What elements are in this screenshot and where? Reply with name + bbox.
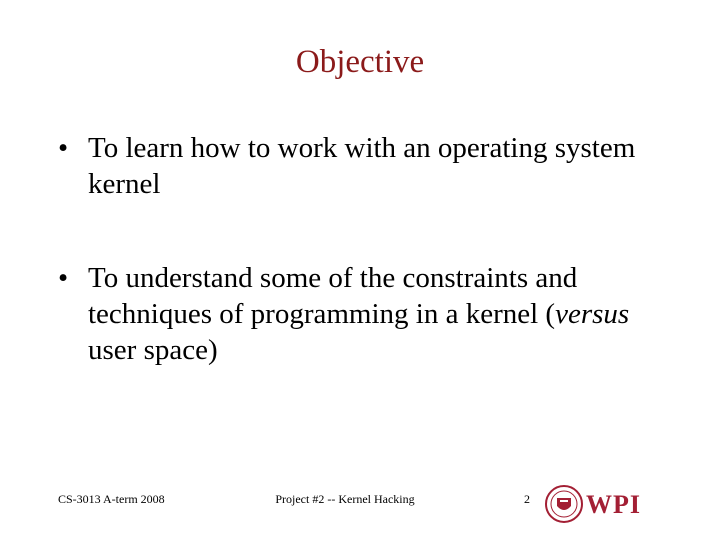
page-number: 2	[524, 492, 530, 506]
bullet-text: To understand some of the constraints and techniques of programming in a kernel (	[88, 262, 578, 330]
bullet-item	[58, 130, 678, 202]
slide-title: Objective	[295, 44, 425, 80]
wpi-wordmark: WPI	[586, 490, 641, 519]
bullet-text-tail: user space)	[88, 334, 218, 366]
bullet-marker: •	[58, 132, 69, 164]
wpi-seal-icon	[544, 484, 584, 524]
footer-project: Project #2 -- Kernel Hacking	[275, 492, 415, 506]
bullet-list	[58, 130, 678, 368]
footer-course: CS-3013 A-term 2008	[58, 492, 165, 506]
bullet-marker: •	[58, 262, 69, 294]
wpi-logo	[544, 484, 644, 524]
bullet-italic-text: versus	[555, 298, 630, 330]
bullet-text: To learn how to work with an operating system kernel	[88, 132, 636, 200]
bullet-item	[58, 260, 678, 368]
